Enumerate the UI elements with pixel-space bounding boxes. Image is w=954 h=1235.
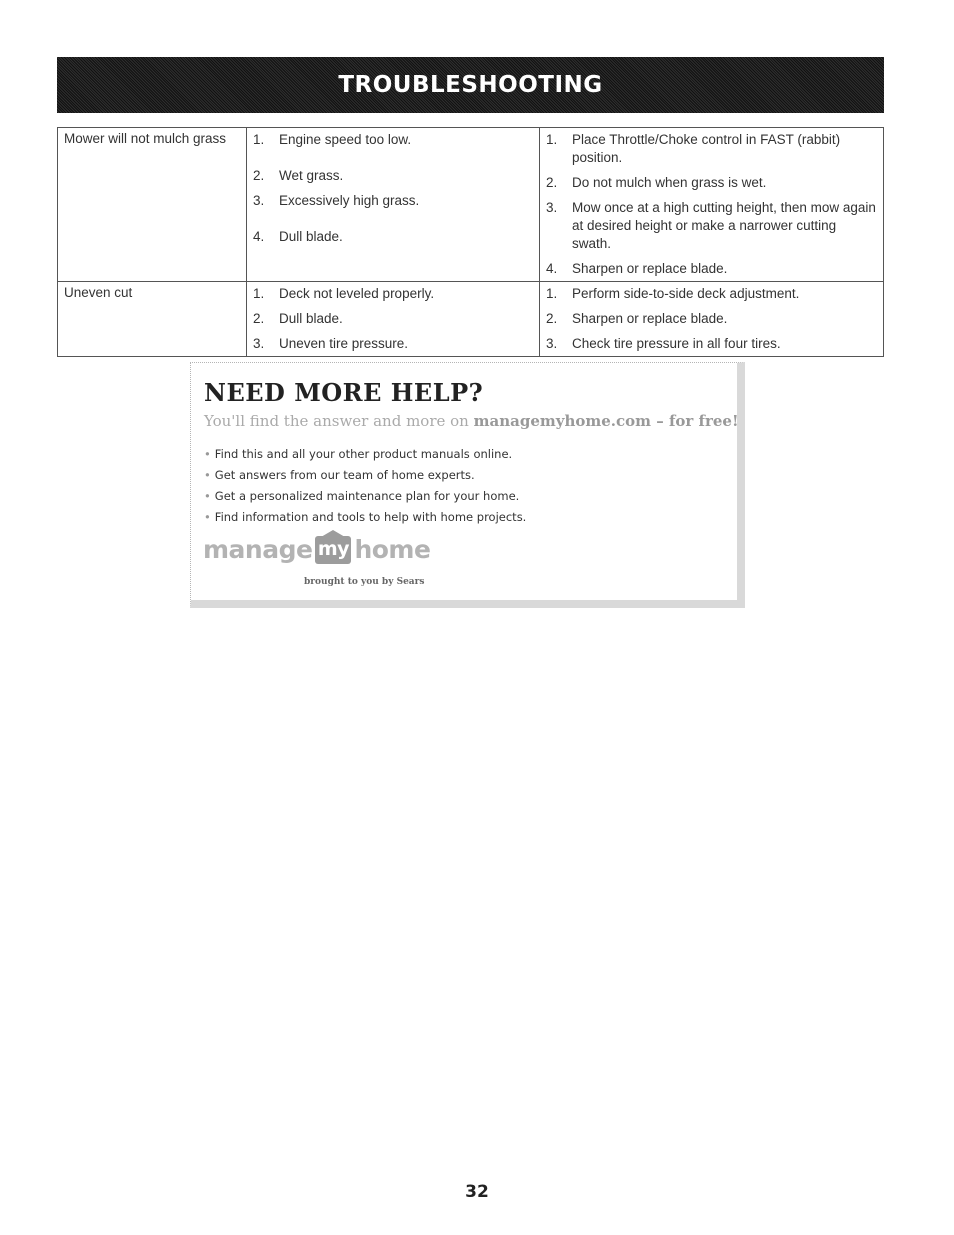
item-text: Perform side-to-side deck adjustment. — [572, 286, 800, 301]
list-item — [253, 228, 533, 246]
item-text: Deck not leveled properly. — [279, 286, 435, 301]
cause-cell — [247, 282, 540, 357]
item-number: 2. — [253, 168, 265, 183]
table-row — [58, 282, 884, 357]
house-icon — [315, 536, 351, 564]
troubleshooting-banner — [57, 57, 884, 113]
item-number: 4. — [546, 261, 558, 276]
list-item — [253, 131, 533, 149]
item-text: Do not mulch when grass is wet. — [572, 175, 767, 190]
item-text: Sharpen or replace blade. — [572, 261, 728, 276]
logo-text-left: manage — [203, 535, 313, 564]
cause-cell — [247, 128, 540, 282]
logo-badge-text: my — [317, 537, 350, 560]
item-text: Place Throttle/Choke control in FAST (rabbit) position. — [572, 132, 841, 165]
item-number: 1. — [546, 286, 558, 301]
item-text: Mow once at a high cutting height, then mow again at desired height or make a narrower cutting swath. — [572, 200, 876, 251]
remedy-cell — [540, 128, 884, 282]
problem-cell — [58, 128, 247, 282]
page-title: TROUBLESHOOTING — [338, 72, 603, 98]
item-number: 1. — [253, 286, 265, 301]
item-number: 2. — [546, 175, 558, 190]
list-item — [546, 260, 877, 278]
managemyhome-logo — [203, 535, 430, 564]
item-text: Excessively high grass. — [279, 193, 420, 208]
item-text: Uneven tire pressure. — [279, 336, 409, 351]
help-subtitle-text: You'll find the answer and more on — [204, 412, 474, 430]
list-item — [253, 335, 533, 353]
list-item — [546, 131, 877, 167]
list-item-text: Get a personalized maintenance plan for your home. — [214, 489, 520, 503]
item-number: 3. — [546, 336, 558, 351]
list-item — [546, 199, 877, 253]
item-number: 3. — [546, 200, 558, 215]
list-item — [204, 465, 526, 486]
bullet-icon: • — [204, 468, 211, 482]
table-row — [58, 128, 884, 282]
list-item — [546, 174, 877, 192]
list-item — [204, 486, 526, 507]
item-number: 1. — [546, 132, 558, 147]
need-more-help-box — [190, 362, 745, 608]
item-number: 3. — [253, 336, 265, 351]
item-text: Check tire pressure in all four tires. — [572, 336, 781, 351]
list-item — [546, 285, 877, 303]
logo-tagline: brought to you by Sears — [304, 577, 425, 587]
bullet-icon: • — [204, 510, 211, 524]
item-text: Sharpen or replace blade. — [572, 311, 728, 326]
item-number: 2. — [546, 311, 558, 326]
item-text: Wet grass. — [279, 168, 344, 183]
list-item — [253, 192, 533, 210]
item-number: 2. — [253, 311, 265, 326]
list-item — [546, 335, 877, 353]
item-number: 4. — [253, 229, 265, 244]
logo-text-right: home — [354, 535, 431, 564]
list-item — [253, 285, 533, 303]
problem-text: Mower will not mulch grass — [64, 131, 227, 146]
problem-text: Uneven cut — [64, 285, 133, 300]
list-item — [253, 167, 533, 185]
website-link[interactable]: managemyhome.com – for free! — [473, 412, 739, 430]
item-number: 1. — [253, 132, 265, 147]
remedy-cell — [540, 282, 884, 357]
list-item — [546, 310, 877, 328]
item-text: Engine speed too low. — [279, 132, 412, 147]
item-text: Dull blade. — [279, 229, 343, 244]
list-item — [204, 444, 526, 465]
item-text: Dull blade. — [279, 311, 343, 326]
list-item-text: Find this and all your other product manuals online. — [214, 447, 513, 461]
help-title: NEED MORE HELP? — [204, 378, 484, 407]
list-item — [204, 507, 526, 528]
help-list — [204, 444, 526, 528]
troubleshooting-table — [57, 127, 884, 357]
page-number: 32 — [465, 1182, 489, 1202]
item-number: 3. — [253, 193, 265, 208]
problem-cell — [58, 282, 247, 357]
list-item-text: Get answers from our team of home experts. — [214, 468, 475, 482]
help-subtitle — [204, 412, 739, 430]
bullet-icon: • — [204, 489, 211, 503]
list-item — [253, 310, 533, 328]
list-item-text: Find information and tools to help with home projects. — [214, 510, 527, 524]
bullet-icon: • — [204, 447, 211, 461]
